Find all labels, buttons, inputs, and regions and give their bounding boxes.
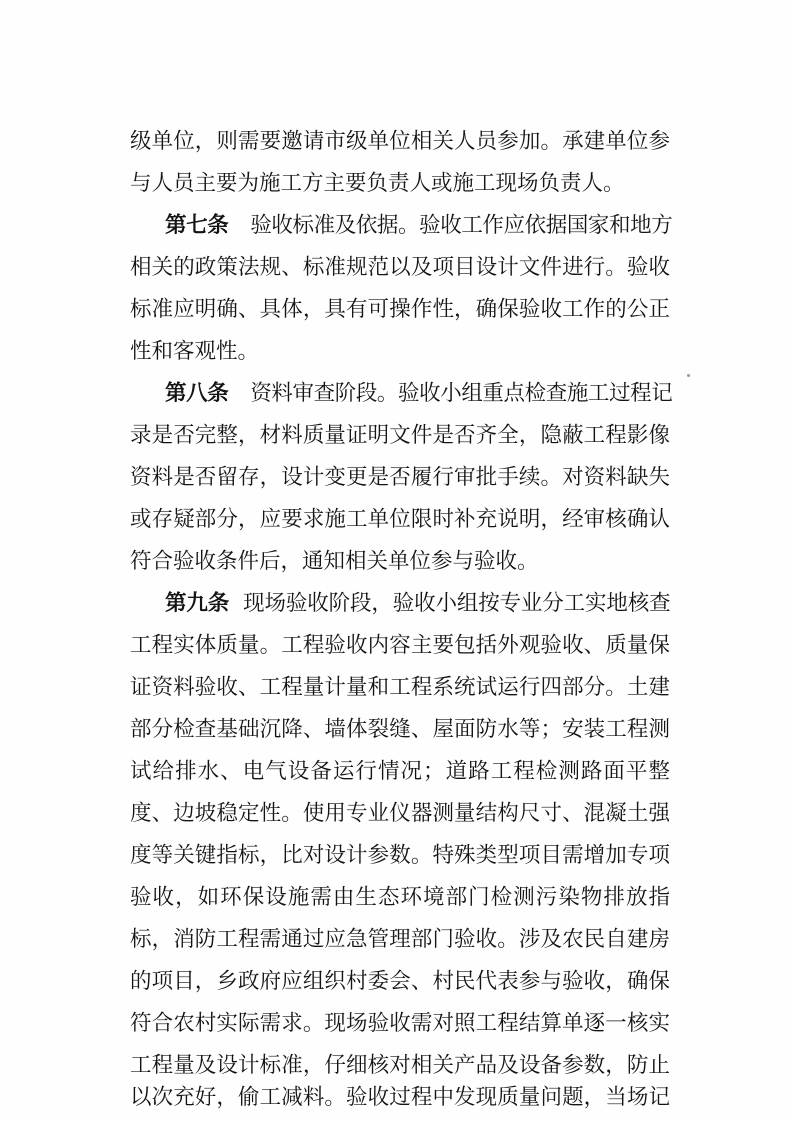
article-8-text: 资料审查阶段。验收小组重点检查施工过程记	[250, 381, 673, 406]
text-line: 符合验收条件后，通知相关单位参与验收。	[130, 549, 539, 574]
text-line: 录是否完整，材料质量证明文件是否齐全，隐蔽工程影像	[130, 423, 670, 448]
text-line: 性和客观性。	[130, 339, 260, 364]
text-line: 验收，如环保设施需由生态环境部门检测污染物排放指	[130, 885, 670, 910]
text-line: 工程实体质量。工程验收内容主要包括外观验收、质量保	[130, 633, 670, 658]
article-9-heading: 第九条	[165, 591, 230, 616]
article-9-text: 现场验收阶段，验收小组按专业分工实地核查	[243, 591, 671, 616]
text-line: 试给排水、电气设备运行情况；道路工程检测路面平整	[130, 759, 670, 784]
article-7-text: 验收标准及依据。验收工作应依据国家和地方	[250, 213, 673, 238]
scan-speck	[687, 374, 690, 377]
text-line: 相关的政策法规、标准规范以及项目设计文件进行。验收	[130, 255, 670, 280]
text-line: 与人员主要为施工方主要负责人或施工现场负责人。	[130, 171, 625, 196]
text-line: 度等关键指标，比对设计参数。特殊类型项目需增加专项	[130, 843, 670, 868]
text-line: 标准应明确、具体，具有可操作性，确保验收工作的公正	[130, 297, 670, 322]
article-9-line	[165, 584, 670, 624]
text-line: 工程量及设计标准，仔细核对相关产品及设备参数，防止	[130, 1053, 670, 1078]
text-line: 的项目，乡政府应组织村委会、村民代表参与验收，确保	[130, 969, 670, 994]
text-line: 或存疑部分，应要求施工单位限时补充说明，经审核确认	[130, 507, 670, 532]
article-8-heading: 第八条	[165, 381, 229, 406]
text-line: 标，消防工程需通过应急管理部门验收。涉及农民自建房	[130, 927, 670, 952]
text-line: 部分检查基础沉降、墙体裂缝、屋面防水等；安装工程测	[130, 717, 670, 742]
text-line: 级单位，则需要邀请市级单位相关人员参加。承建单位参	[130, 129, 670, 154]
article-8-line	[165, 374, 673, 414]
text-line: 资料是否留存，设计变更是否履行审批手续。对资料缺失	[130, 465, 670, 490]
article-7-heading: 第七条	[165, 213, 229, 238]
text-line: 符合农村实际需求。现场验收需对照工程结算单逐一核实	[130, 1011, 670, 1036]
text-line: 以次充好，偷工减料。验收过程中发现质量问题，当场记	[130, 1085, 670, 1110]
text-line: 度、边坡稳定性。使用专业仪器测量结构尺寸、混凝土强	[130, 801, 670, 826]
article-7-line	[165, 206, 673, 246]
text-line: 证资料验收、工程量计量和工程系统试运行四部分。土建	[130, 675, 670, 700]
